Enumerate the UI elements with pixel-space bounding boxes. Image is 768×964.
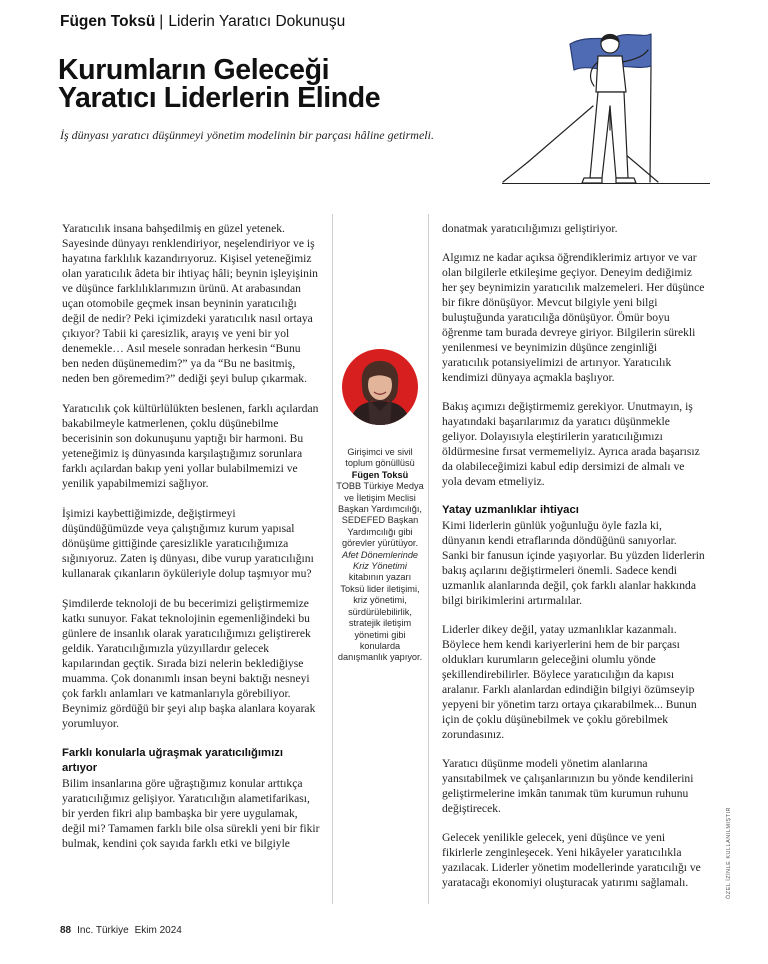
bio-author-name: Fügen Toksü [351,469,409,480]
paragraph: donatmak yaratıcılığımızı geliştiriyor. [442,222,618,235]
article-deck: İş dünyası yaratıcı düşünmeyi yönetim modelinin bir parçası hâline getirmeli. [60,128,434,142]
bio-roles: TOBB Türkiye Medya ve İletişim Meclisi Başkan Yardımcılığı, SEDEFED Başkan Yardımcılığı gibi görevler yürütüyor. [336,481,424,549]
portrait-figure-icon [342,349,418,425]
column-right [442,221,705,904]
column-divider-left [332,214,333,904]
header-divider [502,183,710,184]
image-credit: ÖZEL İZİNLE KULLANILMIŞTIR [726,807,732,899]
person-holding-flag-illustration [498,20,708,186]
author-bio [336,447,424,664]
paragraph: Yaratıcılık çok kültürlülükten beslenen, farklı açılardan bakabilmeyle katmerlenen, çoklu düşünebilme becerisinin son dokunuşunu yaptığı bir harmoni. Bu yeteneğimiz iş dünyasında karşılaştığımız sorunlara farklı açılardan bakıp yeni yollar bulabilmemizi ve yenilik yapabilmemizi sağlıyor. [62,402,319,490]
author-portrait [342,349,418,425]
paragraph: Bilim insanlarına göre uğraştığımız konular arttıkça yaratıcılığımız gelişiyor. Yaratıcılığın alametifarikası, bir yerden fikri alıp bambaşka bir yere uygulamak, değil mi? Tamamen farklı bile olsa sürekli yeni bir fikir bulmak, kendini çok sayıda farklı etki ve bilgiyle [62,777,320,850]
page-footer [60,925,182,936]
section-title: Liderin Yaratıcı Dokunuşu [168,13,346,30]
paragraph: Yaratıcı düşünme modeli yönetim alanlarına yansıtabilmek ve çalışanlarınızın bu yönde kendilerini geliştirmelerine imkân tanımak tüm kurumun ruhunu değiştirecek. [442,757,694,815]
title-line-1: Kurumların Geleceği [58,54,330,86]
kicker [60,13,345,31]
subheading: Farklı konularla uğraşmak yaratıcılığımızı artıyor [62,747,284,774]
page-number: 88 [60,925,72,936]
title-line-2: Yaratıcı Liderlerin Elinde [58,82,381,114]
paragraph: İşimizi kaybettiğimizde, değiştirmeyi düşündüğümüzde veya çalıştığımız kurum yapısal dönüşüme gittiğinde çaresizlikle yaratıcılığımıza sığınıyoruz. Zaten iş dünyası, dibe vurup yaratıcılığını kullanarak çıkanların öyküleriyle dolup taşmıyor mu? [62,507,314,580]
bio-intro: Girişimci ve sivil toplum gönüllüsü [345,447,415,469]
author-name: Fügen Toksü [60,13,156,30]
bio-book-title: Afet Dönemlerinde Kriz Yönetimi [341,549,419,572]
column-left [62,221,320,866]
paragraph: Kimi liderlerin günlük yoğunluğu öyle fazla ki, dünyanın kendi etraflarında döndüğünü sanıyorlar. Sanki bir fanusun içinde yaşıyorlar. Bu yüzden liderlerin bakış açılarını değiştirmeleri önemli. Sadece kendi uzmanlık alanlarında değil, çok farklı alanlar hakkında bilgi birikimlerini artırmalılar. [442,519,705,607]
paragraph: Bakış açımızı değiştirmemiz gerekiyor. Unutmayın, iş hayatındaki başarılarımız da yaratıcı düşünmekle geliyor. Dolayısıyla eleştirilerin yaratıcılığımızı öldürmesine fırsat vermemeliyiz. Ayrıca arada başarısız da olabileceğimizi kabul edip dersimizi de almalı ve yola devam etmeliyiz. [442,400,700,488]
subheading: Yatay uzmanlıklar ihtiyacı [442,504,579,516]
paragraph: Yaratıcılık insana bahşedilmiş en güzel yetenek. Sayesinde dünyayı renklendiriyor, neşelendiriyor ve iş hayatına farklılık kazandırıyoruz. Kişisel yeteneğimiz olan yaratıcılık âdeta bir ihtiyaç hâli; beynin işleyişinin ve düşünce farklılıklarımızın ürünü. At arabasından uçan otomobile geçmek insan beyninin yaratıcılığı değil de nedir? Peki içimizdeki yaratıcılık nasıl ortaya çıkıyor? Tabii ki çaresizlik, arayış ve yeni bir yol denemekle… Asıl mesele sonradan herkesin “Bunu ben neden düşünemedim?” ya da “Bu ne basitmiş, neden ben göremedim?” dediği şeyi bulup çıkarmak. [62,222,318,385]
article-title [58,56,380,112]
magazine-name: Inc. Türkiye [77,925,129,936]
bio-expertise: kitabının yazarı Toksü lider iletişimi, kriz yönetimi, sürdürülebilirlik, stratejik iletişim yönetimi gibi konularda danışmanlık yapıyor. [337,572,423,663]
issue-date: Ekim 2024 [134,925,182,936]
paragraph: Liderler dikey değil, yatay uzmanlıklar kazanmalı. Böylece hem kendi kariyerlerini hem de bir parçası oldukları kurumların geleceğini olumlu yönde şekillendirebilirler. Böylece yaratıcılığın da kapısı aralanır. Farklı alanlardan edindiğin bilgiyi özümseyip yepyeni bir yönetim tarzı ortaya çıkarabilmek... Bunun için de çoklu düşünebilmek ve çoklu görebilmek zorundasınız. [442,623,697,741]
column-divider-right [428,214,429,904]
paragraph: Algımız ne kadar açıksa öğrendiklerimiz artıyor ve var olan bilgilerle etkileşime geçiyor. Deneyim dediğimiz her şey beynimizin yaratıcılık malzemeleri. Her düşünce bir fikre dönüşüyor. Mevcut bilgiyle yeni bilgi buluştuğunda yaratıcılığa dönüşüyor. Ömür boyu öğrenme tam burada devreye giriyor. Bilgilerin sürekli yenilenmesi ve beynimizin düşünce zenginliği yaratıcılık potansiyelimizi de artırıyor. Yaratıcılık kendimizi dünyaya açmakla başlıyor. [442,251,705,384]
paragraph: Şimdilerde teknoloji de bu becerimizi geliştirmemize katkı sunuyor. Fakat teknolojinin egemenliğindeki bu günlere de insanlık olarak yaratıcılığımızı geliştirerek geldik. Yaratıcılığımızla yüzyıllardır gelecek kapılarından geçtik. Sırada bizi nelerin beklediğiyse muamma. Çok donanımlı insan beyni baktığı nesneyi çok farklı anlamları ve katmanlarıyla görebiliyor. Beynimiz gördüğü bir şeyi alıp başka alanlara koyarak yorumluyor. [62,597,316,730]
kicker-separator: | [159,13,164,30]
paragraph: Gelecek yenilikle gelecek, yeni düşünce ve yeni fikirlerle zenginleşecek. Yeni hikâyeler yaratıcılıkla yazılacak. Liderler yönetim modellerinde yaratıcılığı ve yaratacağı ekonomiyi oluşturacak yatırımı sağlamalı. [442,831,701,889]
